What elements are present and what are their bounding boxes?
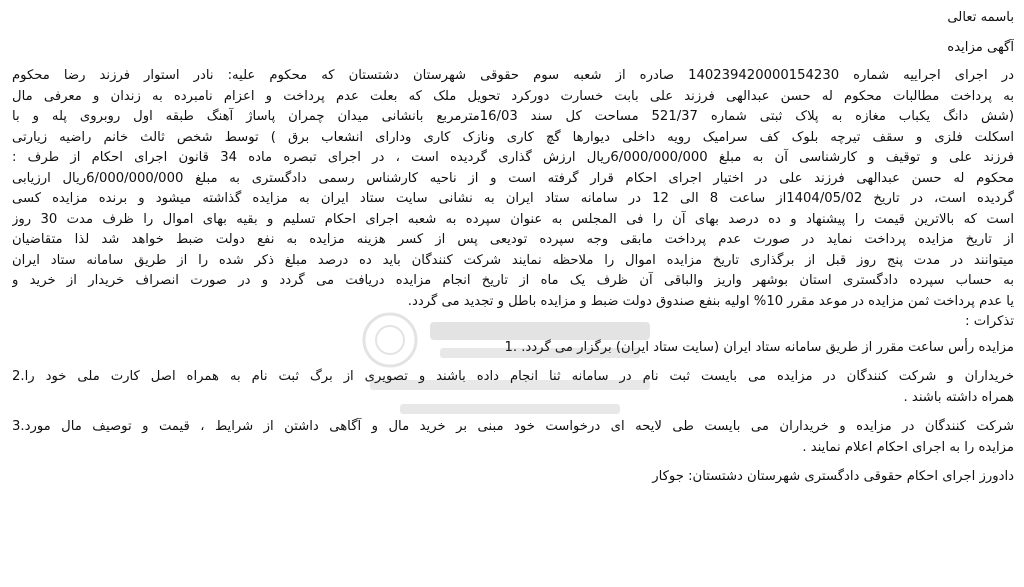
body-line: گردیده است، در تاریخ 1404/05/02از ساعت 8 الی 12 در سامانه ستاد ایران به نشانی سایت ستاد ایران به مزایده گذاشته میشود و برنده مزایده کسی bbox=[12, 191, 1014, 206]
body-line: به پرداخت مطالبات محکوم له حسن عبدالهی فرزند علی بابت خسارت دورکرد تحویل ملک که بعلت عدم پرداخت و اعزام نامبرده به زندان و معرفی مال bbox=[12, 88, 1014, 104]
notice-title: آگهی مزایده bbox=[947, 39, 1014, 55]
body-line: (شش دانگ یکباب مغازه به پلاک ثبتی شماره 521/37 مساحت کل سند 16/03مترمربع بانشانی میدان چمران پاساژ آهنگ طبقه اول روبروی پله و با bbox=[12, 109, 1014, 124]
basmala-heading: باسمه تعالی bbox=[947, 10, 1014, 25]
body-line: اسکلت فلزی و سقف تیرچه بلوک کف سرامیک رویه داخلی دیوارها گچ کاری ونازک کاری ودارای انشعاب برق ) توسط شخص ثالث خانم راضیه زیارتی bbox=[12, 129, 1014, 145]
note-item-3-line-2: مزایده را به اجرای احکام اعلام نمایند . bbox=[802, 439, 1014, 455]
body-line: در اجرای اجراییه شماره 140239420000154230 صادره از شعبه سوم حقوقی شهرستان دشتستان که محکوم علیه: نادر استوار فرزند رضا محکوم bbox=[12, 68, 1014, 83]
body-line: یا عدم پرداخت ثمن مزایده در موعد مقرر 10% اولیه بنفع صندوق دولت ضبط و مزایده باطل و تجدید می گردد. bbox=[407, 293, 1014, 309]
body-line: فرزند علی و توقیف و کارشناسی آن به مبلغ 6/000/000/000ریال ارزش گذاری گردیده است ، در اجرای تبصره ماده 34 قانون اجرای احکام از طرف : bbox=[12, 150, 1014, 165]
note-item-2-line-2: همراه داشته باشند . bbox=[903, 389, 1014, 405]
note-item-3-line-1: شرکت کنندگان در مزایده و خریداران می بایست طی لایحه ای درخواست خود مبنی بر خرید مال و آگاهی داشتن از شرایط ، قیمت و توصیف مال مورد.3 bbox=[12, 419, 1014, 434]
body-line: است که بالاترین قیمت را پیشنهاد و ده درصد بهای آن را فی المجلس به عنوان سپرده به شعبه اجرای احکام تسلیم و بقیه بهای اموال را ظرف مدت 30 روز bbox=[12, 211, 1014, 227]
body-line: به حساب سپرده دادگستری استان بوشهر واریز والباقی آن ظرف یک ماه از تاریخ انجام مزایده دریافت می گردد و در صورت انصراف خریدار از خرید و bbox=[12, 273, 1014, 288]
note-item-2-line-1: خریداران و شرکت کنندگان در مزایده می بایست ثبت نام در سامانه ثنا انجام داده باشند و تصویری از برگ ثبت نام به همراه اصل کارت ملی خود را.2 bbox=[12, 369, 1014, 384]
body-line: میتوانند در مدت پنج روز قبل از برگذاری تاریخ مزایده اموال را ملاحظه نمایند شرکت کنندگان باید ده درصد مبلغ ذکر شده را از طریق سامانه ستاد ایران bbox=[12, 252, 1014, 268]
body-line: از تاریخ مزایده پرداخت نماید در صورت عدم پرداخت مابقی وجه سپرده تودیعی پس از کسر هزینه مزایده به نفع دولت ضبط خواهد شد لذا متقاضیان bbox=[12, 232, 1014, 247]
notes-heading: تذکرات : bbox=[965, 314, 1014, 329]
body-line: محکوم له حسن عبدالهی فرزند علی در اختیار اجرای احکام قرار گرفته است و از ناحیه کارشناس رسمی دادگستری به مبلغ 6/000/000/000ریال ارزیابی bbox=[12, 170, 1014, 186]
note-item-1: مزایده رأس ساعت مقرر از طریق سامانه ستاد ایران (سایت ستاد ایران) برگزار می گردد. .1 bbox=[504, 339, 1014, 355]
signature-line: دادورز اجرای احکام حقوقی دادگستری شهرستان دشتستان: جوکار bbox=[652, 469, 1014, 484]
